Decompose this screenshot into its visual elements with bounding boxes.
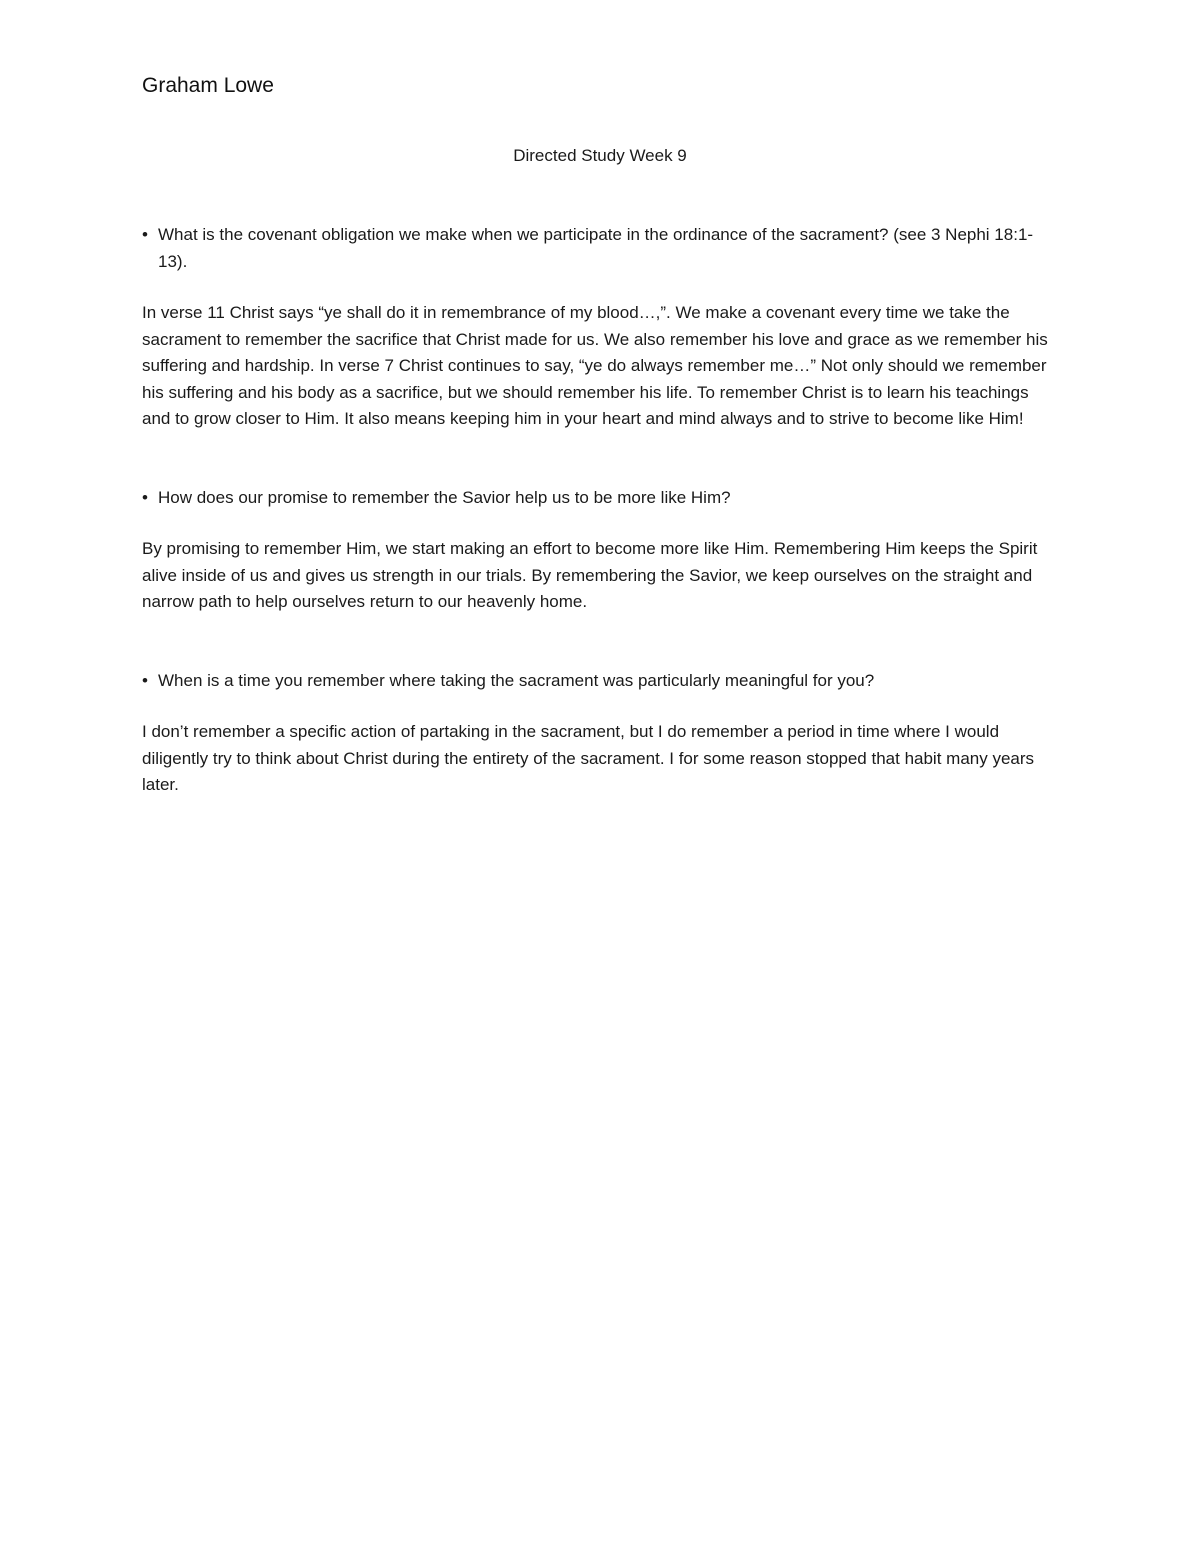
qa-section-3 — [142, 668, 1058, 799]
question-1 — [142, 222, 1058, 275]
qa-section-1 — [142, 222, 1058, 433]
question-3 — [142, 668, 1058, 695]
question-text: When is a time you remember where taking the sacrament was particularly meaningful for you? — [158, 670, 875, 690]
document-body — [142, 222, 1058, 799]
qa-section-2 — [142, 485, 1058, 616]
question-text: How does our promise to remember the Savior help us to be more like Him? — [158, 487, 731, 507]
answer-2: By promising to remember Him, we start making an effort to become more like Him. Remembering Him keeps the Spirit alive inside of us and gives us strength in our trials. By remembering the Savior, we keep ourselves on the straight and narrow path to help ourselves return to our heavenly home. — [142, 539, 1038, 611]
bullet-icon: • — [142, 670, 148, 690]
document-title: Directed Study Week 9 — [513, 146, 687, 165]
author-name: Graham Lowe — [142, 74, 274, 97]
answer-1: In verse 11 Christ says “ye shall do it in remembrance of my blood…,”. We make a covenant every time we take the sacrament to remember the sacrifice that Christ made for us. We also remember his love and grace as we remember his suffering and hardship. In verse 7 Christ continues to say, “ye do always remember me…” Not only should we remember his suffering and his body as a sacrifice, but we should remember his life. To remember Christ is to learn his teachings and to grow closer to Him. It also means keeping him in your heart and mind always and to strive to become like Him! — [142, 303, 1048, 428]
question-text: What is the covenant obligation we make when we participate in the ordinance of the sacrament? (see 3 Nephi 18:1-13). — [158, 225, 1034, 271]
bullet-icon: • — [142, 225, 148, 244]
question-2 — [142, 485, 1058, 512]
bullet-icon: • — [142, 487, 148, 507]
answer-3: I don’t remember a specific action of partaking in the sacrament, but I do remember a period in time where I would diligently try to think about Christ during the entirety of the sacrament. I for some reason stopped that habit many years later. — [142, 722, 1035, 794]
